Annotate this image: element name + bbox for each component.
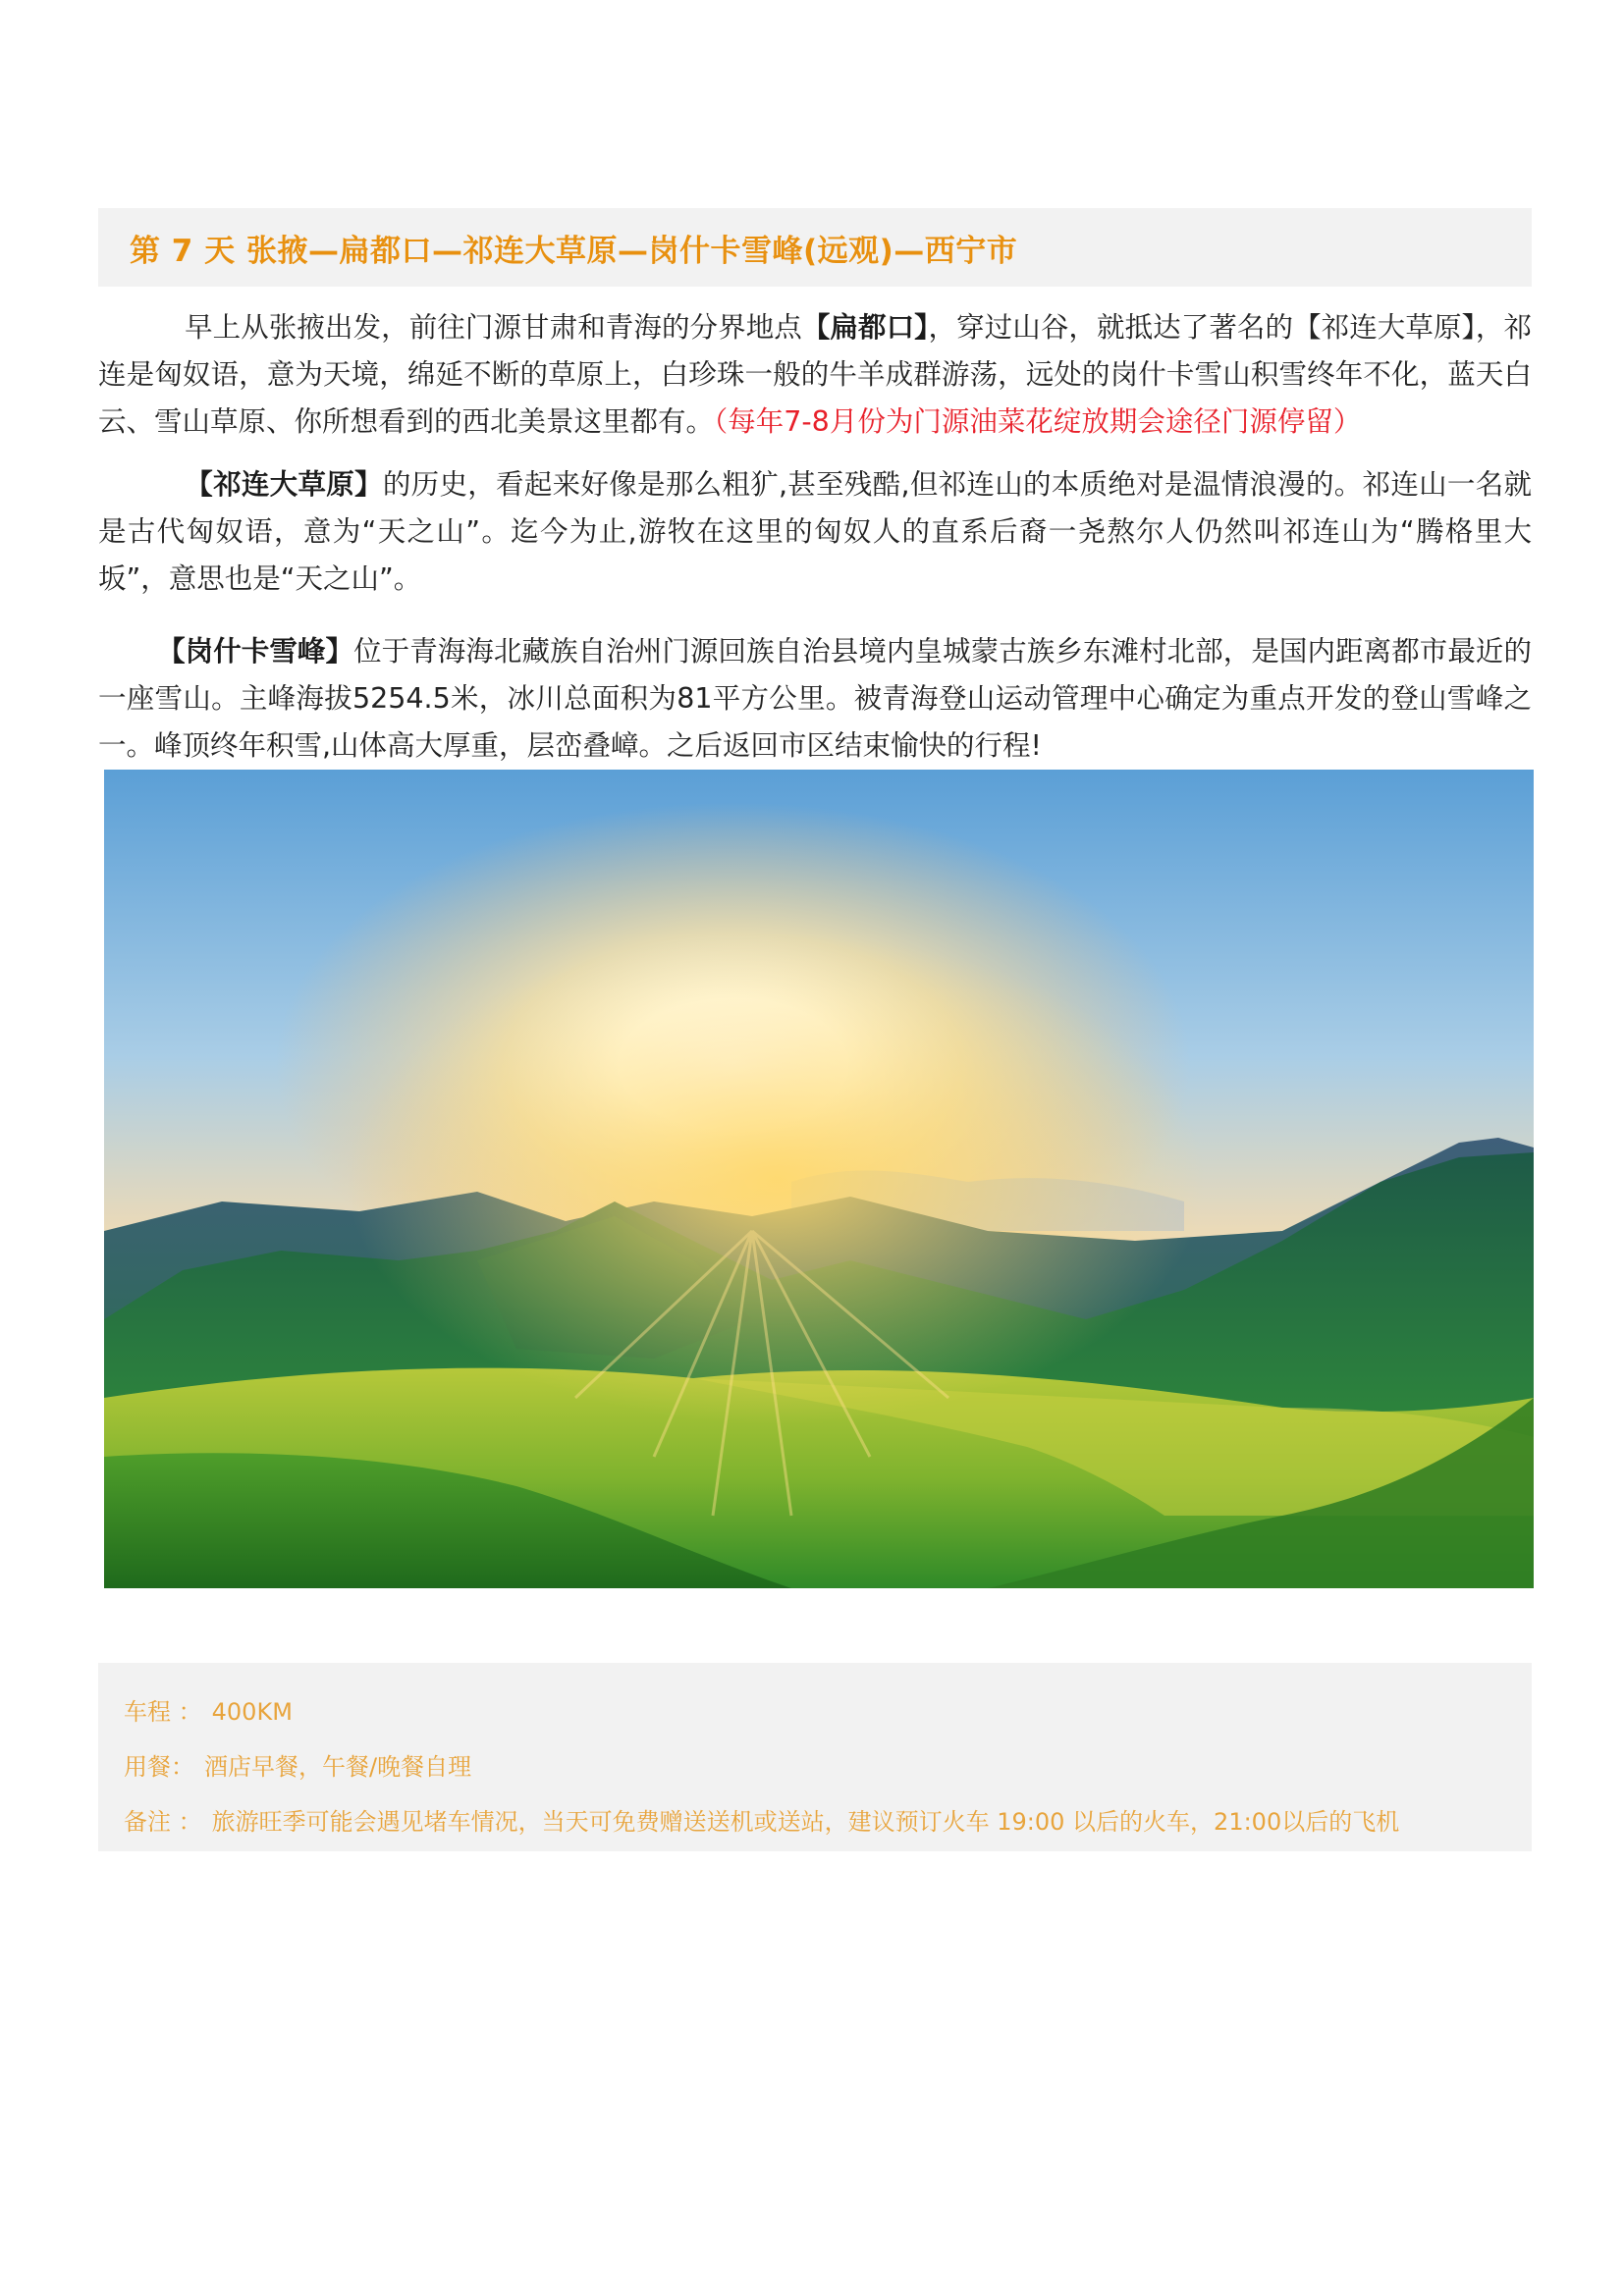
p3-body: 位于青海海北藏族自治州门源回族自治县境内皇城蒙古族乡东滩村北部，是国内距离都市最近的一座雪山。主峰海拔5254.5米，冰川总面积为81平方公里。被青海登山运动管理中心确定为重点开发的登山雪峰之一。峰顶终年积雪,山体高大厚重，层峦叠嶂。之后返回市区结束愉快的行程! bbox=[98, 635, 1532, 762]
day-header bbox=[98, 208, 1532, 287]
grassland-sunrise-photo bbox=[104, 770, 1534, 1588]
meals-row bbox=[124, 1739, 1532, 1794]
p1-place: 【扁都口】 bbox=[801, 311, 929, 344]
p3-place: 【岗什卡雪峰】 bbox=[157, 635, 354, 667]
meals-value: 酒店早餐，午餐/晚餐自理 bbox=[204, 1753, 472, 1781]
day-title: 第 7 天 张掖—扁都口—祁连大草原—岗什卡雪峰(远观)—西宁市 bbox=[130, 233, 1018, 269]
note-label: 备注 ： bbox=[124, 1808, 202, 1836]
paragraph-bian-du-kou bbox=[98, 304, 1532, 446]
distance-row bbox=[124, 1684, 1532, 1739]
meals-label: 用餐： bbox=[124, 1753, 194, 1781]
distance-value: 400KM bbox=[211, 1698, 293, 1726]
paragraph-gangshika-peak bbox=[98, 628, 1532, 770]
p1-intro: 早上从张掖出发，前往门源甘肃和青海的分界地点 bbox=[185, 311, 802, 344]
note-row bbox=[124, 1794, 1532, 1849]
note-value: 旅游旺季可能会遇见堵车情况，当天可免费赠送送机或送站，建议预订火车 19:00 以后的火车，21:00以后的飞机 bbox=[211, 1808, 1400, 1836]
paragraph-qilian-grassland bbox=[98, 461, 1532, 603]
p2-body: 的历史，看起来好像是那么粗犷,甚至残酷,但祁连山的本质绝对是温情浪漫的。祁连山一名就是古代匈奴语，意为“天之山”。迄今为止,游牧在这里的匈奴人的直系后裔一尧熬尔人仍然叫祁连山为“腾格里大坂”，意思也是“天之山”。 bbox=[98, 468, 1532, 595]
trip-info-panel bbox=[98, 1663, 1532, 1851]
distance-label: 车程 ： bbox=[124, 1698, 202, 1726]
p2-place: 【祁连大草原】 bbox=[185, 468, 383, 501]
p1-body: ，穿过山谷，就抵达了著名的【祁连大草原】，祁连是匈奴语，意为天境，绵延不断的草原上，白珍珠一般的牛羊成群游荡，远处的岗什卡雪山积雪终年不化，蓝天白云、雪山草原、你所想看到的西北美景这里都有。 bbox=[98, 311, 1532, 438]
p1-note: （每年7-8月份为门源油菜花绽放期会途径门源停留） bbox=[714, 405, 1362, 438]
